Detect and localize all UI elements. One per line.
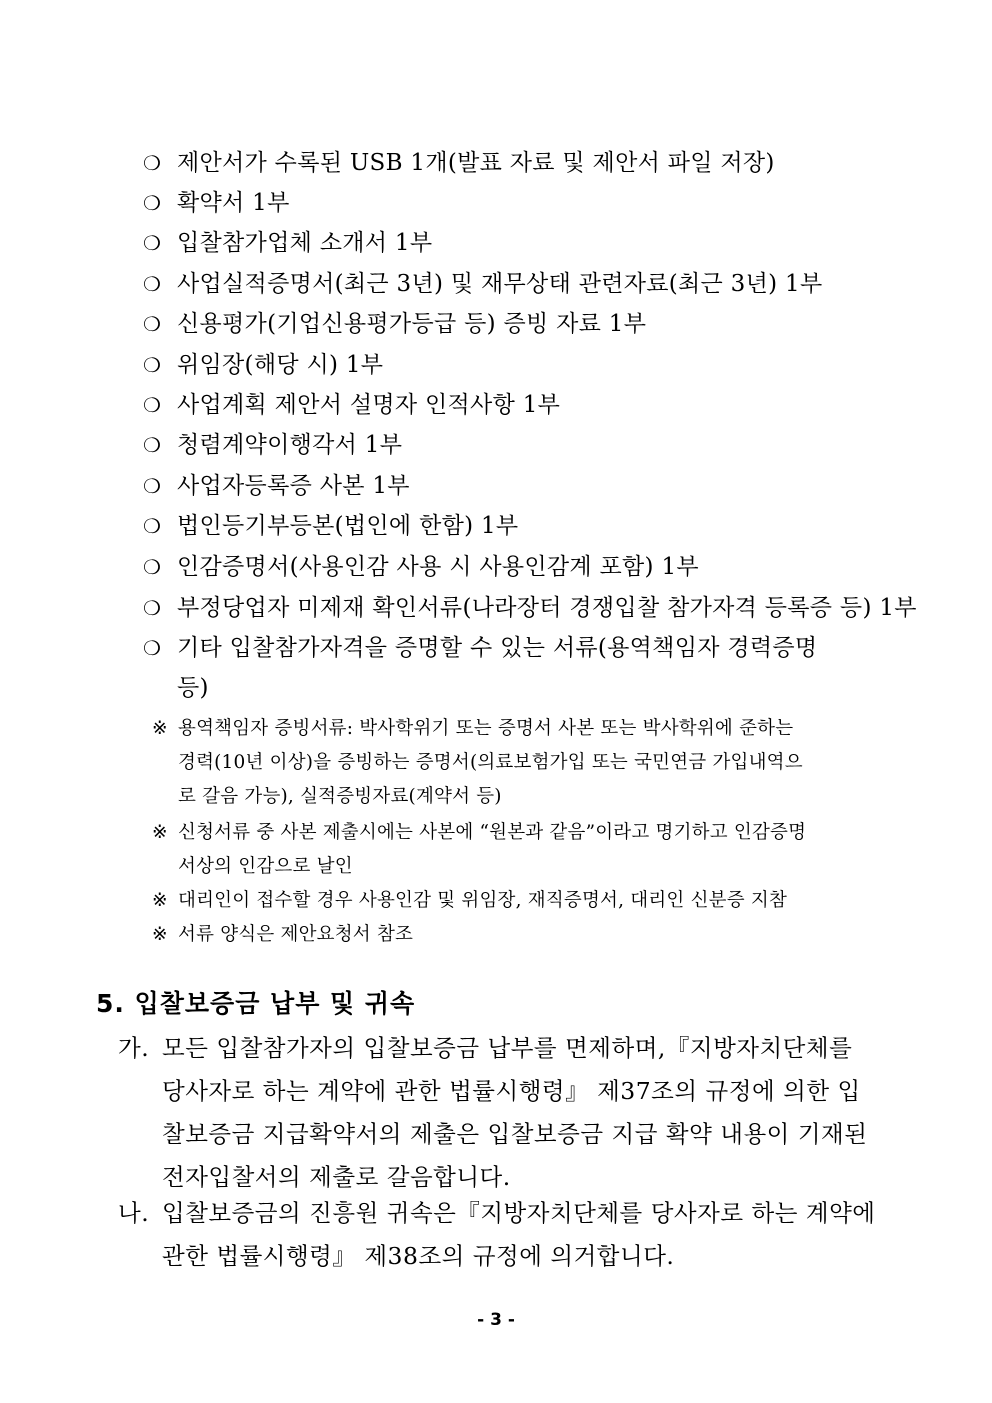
paragraph [118,1027,898,1199]
list-item-text: 신용평가(기업신용평가등급 등) 증빙 자료 1부 [177,311,647,337]
bullet-icon: ❍ [143,636,162,660]
paragraph [118,1192,898,1278]
paragraph-line: 전자입찰서의 제출로 갈음합니다. [162,1163,511,1191]
bullet-icon: ❍ [143,353,162,377]
note-item [152,918,900,952]
list-item [143,264,913,304]
list-item [143,385,913,425]
bullet-icon: ❍ [143,312,162,336]
list-item-text: 기타 입찰참가자격을 증명할 수 있는 서류(용역책임자 경력증명 [177,635,818,661]
list-item-text: 인감증명서(사용인감 사용 시 사용인감계 포함) 1부 [177,554,699,580]
paragraph-body [118,1027,898,1199]
list-item-text: 사업자등록증 사본 1부 [177,473,410,499]
list-item [143,223,913,263]
reference-mark-icon: ※ [152,890,168,911]
list-item-text: 위임장(해당 시) 1부 [177,352,384,378]
paragraph-body [118,1192,898,1278]
bullet-icon: ❍ [143,191,162,215]
list-item-text: 입찰참가업체 소개서 1부 [177,230,433,256]
bullet-icon: ❍ [143,596,162,620]
note-text: 용역책임자 증빙서류: 박사학위기 또는 증명서 사본 또는 박사학위에 준하는 [178,718,794,739]
reference-mark-icon: ※ [152,822,168,843]
note-item [152,816,900,884]
paragraph-line: 당사자로 하는 계약에 관한 법률시행령』 제37조의 규정에 의한 입 [162,1077,861,1105]
list-item [143,628,913,701]
list-item [143,547,913,587]
list-item-text: 사업계획 제안서 설명자 인적사항 1부 [177,392,561,418]
list-item [143,304,913,344]
bullet-icon: ❍ [143,272,162,296]
note-text-continuation: 로 갈음 가능), 실적증빙자료(계약서 등) [178,786,502,807]
reference-mark-icon: ※ [152,718,168,739]
list-item-text: 사업실적증명서(최근 3년) 및 재무상태 관련자료(최근 3년) 1부 [177,271,823,297]
note-text: 신청서류 중 사본 제출시에는 사본에 “원본과 같음”이라고 명기하고 인감증명 [178,822,807,843]
note-text: 대리인이 접수할 경우 사용인감 및 위임장, 재직증명서, 대리인 신분증 지참 [178,890,788,911]
list-item [143,345,913,385]
list-item-text: 법인등기부등본(법인에 한함) 1부 [177,513,519,539]
list-item-text: 청렴계약이행각서 1부 [177,432,403,458]
bullet-icon: ❍ [143,393,162,417]
paragraph-marker: 가. [118,1034,150,1062]
list-item [143,143,913,183]
reference-mark-icon: ※ [152,924,168,945]
bullet-icon: ❍ [143,474,162,498]
bullet-icon: ❍ [143,514,162,538]
section-heading: 5. 입찰보증금 납부 및 귀속 [96,989,416,1018]
list-item-text: 제안서가 수록된 USB 1개(발표 자료 및 제안서 파일 저장) [177,150,775,176]
paragraph-line: 모든 입찰참가자의 입찰보증금 납부를 면제하며,『지방자치단체를 [162,1034,853,1062]
bullet-icon: ❍ [143,231,162,255]
list-item-continuation: 등) [177,675,209,701]
list-item-text: 부정당업자 미제재 확인서류(나라장터 경쟁입찰 참가자격 등록증 등) 1부 [177,595,917,621]
list-item [143,588,917,628]
list-item [143,466,913,506]
paragraph-line: 관한 법률시행령』 제38조의 규정에 의거합니다. [162,1242,675,1270]
note-item [152,884,900,918]
bullet-icon: ❍ [143,433,162,457]
list-item [143,183,913,223]
paragraph-marker: 나. [118,1199,150,1227]
note-text-continuation: 서상의 인감으로 날인 [178,856,353,877]
list-item [143,506,913,546]
bullet-icon: ❍ [143,151,162,175]
page-number: - 3 - [477,1310,515,1330]
bullet-icon: ❍ [143,555,162,579]
paragraph-line: 입찰보증금의 진흥원 귀속은『지방자치단체를 당사자로 하는 계약에 [162,1199,876,1227]
list-item-text: 확약서 1부 [177,190,290,216]
note-text: 서류 양식은 제안요청서 참조 [178,924,414,945]
list-item [143,425,913,465]
paragraph-line: 찰보증금 지급확약서의 제출은 입찰보증금 지급 확약 내용이 기재된 [162,1120,868,1148]
note-text-continuation: 경력(10년 이상)을 증빙하는 증명서(의료보험가입 또는 국민연금 가입내역으 [178,752,803,773]
note-item [152,712,900,814]
